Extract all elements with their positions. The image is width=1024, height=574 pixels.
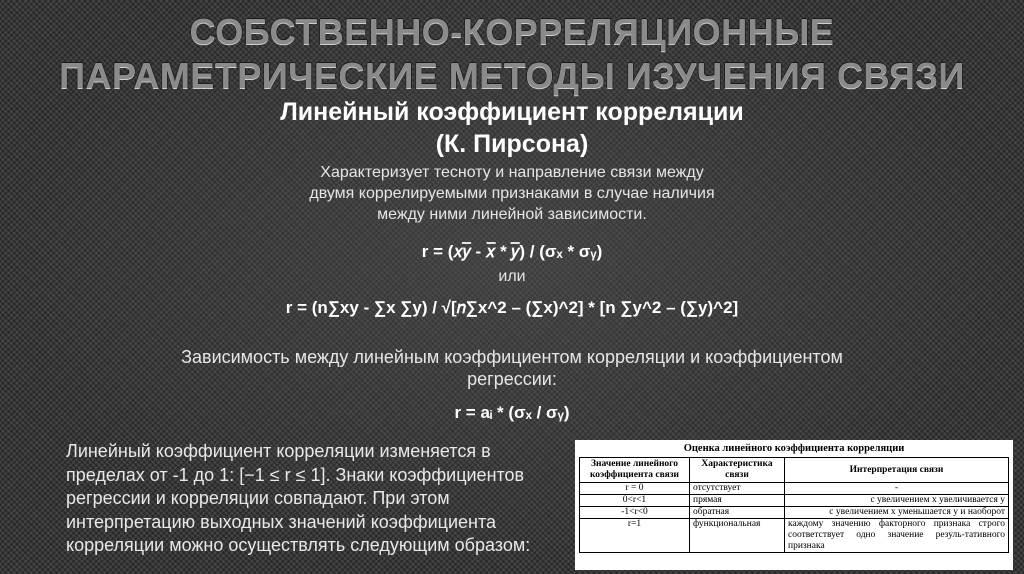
table-row xyxy=(580,495,1009,507)
cell-interpretation: с увеличением x увеличивается y xyxy=(785,495,1009,507)
relation-line: Зависимость между линейным коэффициентом корреляции и коэффициентом xyxy=(181,347,843,367)
cell-characteristic: обратная xyxy=(690,507,785,519)
subtitle-line-2: (К. Пирсона) xyxy=(435,130,589,158)
header-value: Значение линейного коэффициента связи xyxy=(580,458,690,483)
description-line: двумя коррелируемыми признаками в случае наличия xyxy=(309,185,715,202)
table-row xyxy=(580,507,1009,519)
cell-value: -1<r<0 xyxy=(580,507,690,519)
table-row xyxy=(580,483,1009,495)
cell-value: r = 0 xyxy=(580,483,690,495)
header-characteristic: Характеристика связи xyxy=(690,458,785,483)
table-caption: Оценка линейного коэффициента корреляции xyxy=(683,443,905,454)
formula-regression-relation: r = aᵢ * (σₓ / σᵧ) xyxy=(454,403,570,422)
paragraph-line: пределах от -1 до 1: [−1 ≤ r ≤ 1]. Знаки коэффициентов xyxy=(66,464,525,485)
cell-interpretation: - xyxy=(785,483,1009,495)
title-line-1: СОБСТВЕННО-КОРРЕЛЯЦИОННЫЕ xyxy=(189,11,835,52)
subtitle-line-1: Линейный коэффициент корреляции xyxy=(280,98,744,126)
relation-line: регрессии: xyxy=(467,369,557,389)
description-line: Характеризует тесноту и направление связи между xyxy=(320,164,704,181)
relation-text xyxy=(0,346,1024,390)
cell-interpretation: каждому значению факторного признака строго соответствует одно значение резуль-тативного признака xyxy=(785,519,1009,553)
cell-characteristic: отсутствует xyxy=(690,483,785,495)
or-text: или xyxy=(498,268,526,285)
slide-title xyxy=(0,10,1024,98)
header-interpretation: Интерпретация связи xyxy=(785,458,1009,483)
table-row xyxy=(580,519,1009,553)
description xyxy=(0,162,1024,225)
correlation-table-grid xyxy=(579,457,1009,553)
paragraph-line: интерпретацию выходных значений коэффициента xyxy=(66,511,497,532)
range-paragraph xyxy=(66,440,571,558)
cell-value: r=1 xyxy=(580,519,690,553)
correlation-table xyxy=(575,440,1013,570)
cell-interpretation: с увеличением x уменьшается y и наоборот xyxy=(785,507,1009,519)
paragraph-line: регрессии и корреляции совпадают. При этом xyxy=(66,488,450,508)
cell-characteristic: прямая xyxy=(690,495,785,507)
description-line: между ними линейной зависимости. xyxy=(377,206,647,223)
paragraph-line: Линейный коэффициент корреляции изменяется в xyxy=(66,441,491,461)
title-line-2: ПАРАМЕТРИЧЕСКИЕ МЕТОДЫ ИЗУЧЕНИЯ СВЯЗИ xyxy=(59,55,965,96)
cell-characteristic: функциональная xyxy=(690,519,785,553)
paragraph-line: корреляции можно осуществлять следующим образом: xyxy=(66,535,531,555)
formula-pearson-means: r = (𝑥𝑦̅ - 𝑥̅ * 𝑦̅) / (σₓ * σᵧ) xyxy=(421,242,603,261)
formula-pearson-sums: r = (n∑xy - ∑x ∑y) / √[𝑛∑x^2 – (∑x)^2] * [n ∑y^2 – (∑y)^2] xyxy=(285,298,739,317)
table-header-row xyxy=(580,458,1009,483)
cell-value: 0<r<1 xyxy=(580,495,690,507)
